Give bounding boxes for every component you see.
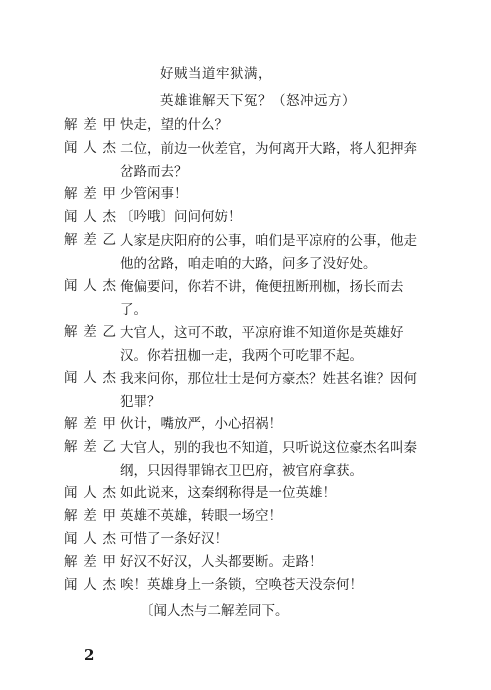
speaker-name: 解差甲 — [64, 416, 116, 432]
speaker-name: 解差甲 — [64, 554, 116, 570]
dialogue-text: 好汉不好汉，人头都要断。走路！ — [120, 554, 323, 570]
dialogue-text: 如此说来，这秦纲称得是一位英雄！ — [120, 485, 336, 501]
dialogue-text: 唉！英雄身上一条锁，空唤苍天没奈何！ — [120, 577, 363, 593]
speaker-name: 解差乙 — [64, 232, 116, 248]
stage-direction: 〔闻人杰与二解差同下。 — [140, 603, 289, 619]
speaker-name: 解差甲 — [64, 508, 116, 524]
dialogue-text: 大官人，别的我也不知道，只听说这位豪杰名叫秦纲，只因得罪锦衣卫巴府，被官府拿获。 — [120, 440, 417, 479]
verse-line-1: 好贼当道牢狱满， — [160, 66, 272, 82]
dialogue-text: 人家是庆阳府的公事，咱们是平凉府的公事，他走他的岔路，咱走咱的大路，问多了没好处。 — [120, 233, 417, 272]
speaker-name: 闻人杰 — [64, 370, 116, 386]
dialogue-text: 我来问你，那位壮士是何方豪杰？姓甚名谁？因何犯罪？ — [120, 371, 417, 410]
speaker-name: 解差乙 — [64, 439, 116, 455]
speaker-name: 解差乙 — [64, 324, 116, 340]
dialogue-text: 二位，前边一伙差官，为何离开大路，将人犯押奔岔路而去？ — [120, 141, 417, 180]
dialogue-text: 快走，望的什么？ — [120, 117, 228, 133]
dialogue-text: 俺偏要问，你若不讲，俺便扭断刑枷，扬长而去了。 — [120, 279, 404, 318]
speaker-name: 闻人杰 — [64, 577, 116, 593]
speaker-name: 闻人杰 — [64, 140, 116, 156]
speaker-name: 闻人杰 — [64, 485, 116, 501]
dialogue-text: 可惜了一条好汉！ — [120, 531, 228, 547]
speaker-name: 解差甲 — [64, 117, 116, 133]
speaker-name: 闻人杰 — [64, 531, 116, 547]
verse-line-2: 英雄谁解天下冤？（怒冲远方） — [160, 93, 356, 109]
page-number: 2 — [84, 646, 95, 664]
speaker-name: 闻人杰 — [64, 209, 116, 225]
dialogue-text: 少管闲事！ — [120, 186, 188, 202]
speaker-name: 解差甲 — [64, 186, 116, 202]
speaker-name: 闻人杰 — [64, 278, 116, 294]
dialogue-text: 伙计，嘴放严，小心招祸！ — [120, 416, 282, 432]
dialogue-text: 英雄不英雄，转眼一场空！ — [120, 508, 282, 524]
dialogue-text: 〔吟哦〕问问何妨！ — [120, 209, 242, 225]
dialogue-text: 大官人，这可不敢，平凉府谁不知道你是英雄好汉。你若扭枷一走，我两个可吃罪不起。 — [120, 325, 404, 364]
